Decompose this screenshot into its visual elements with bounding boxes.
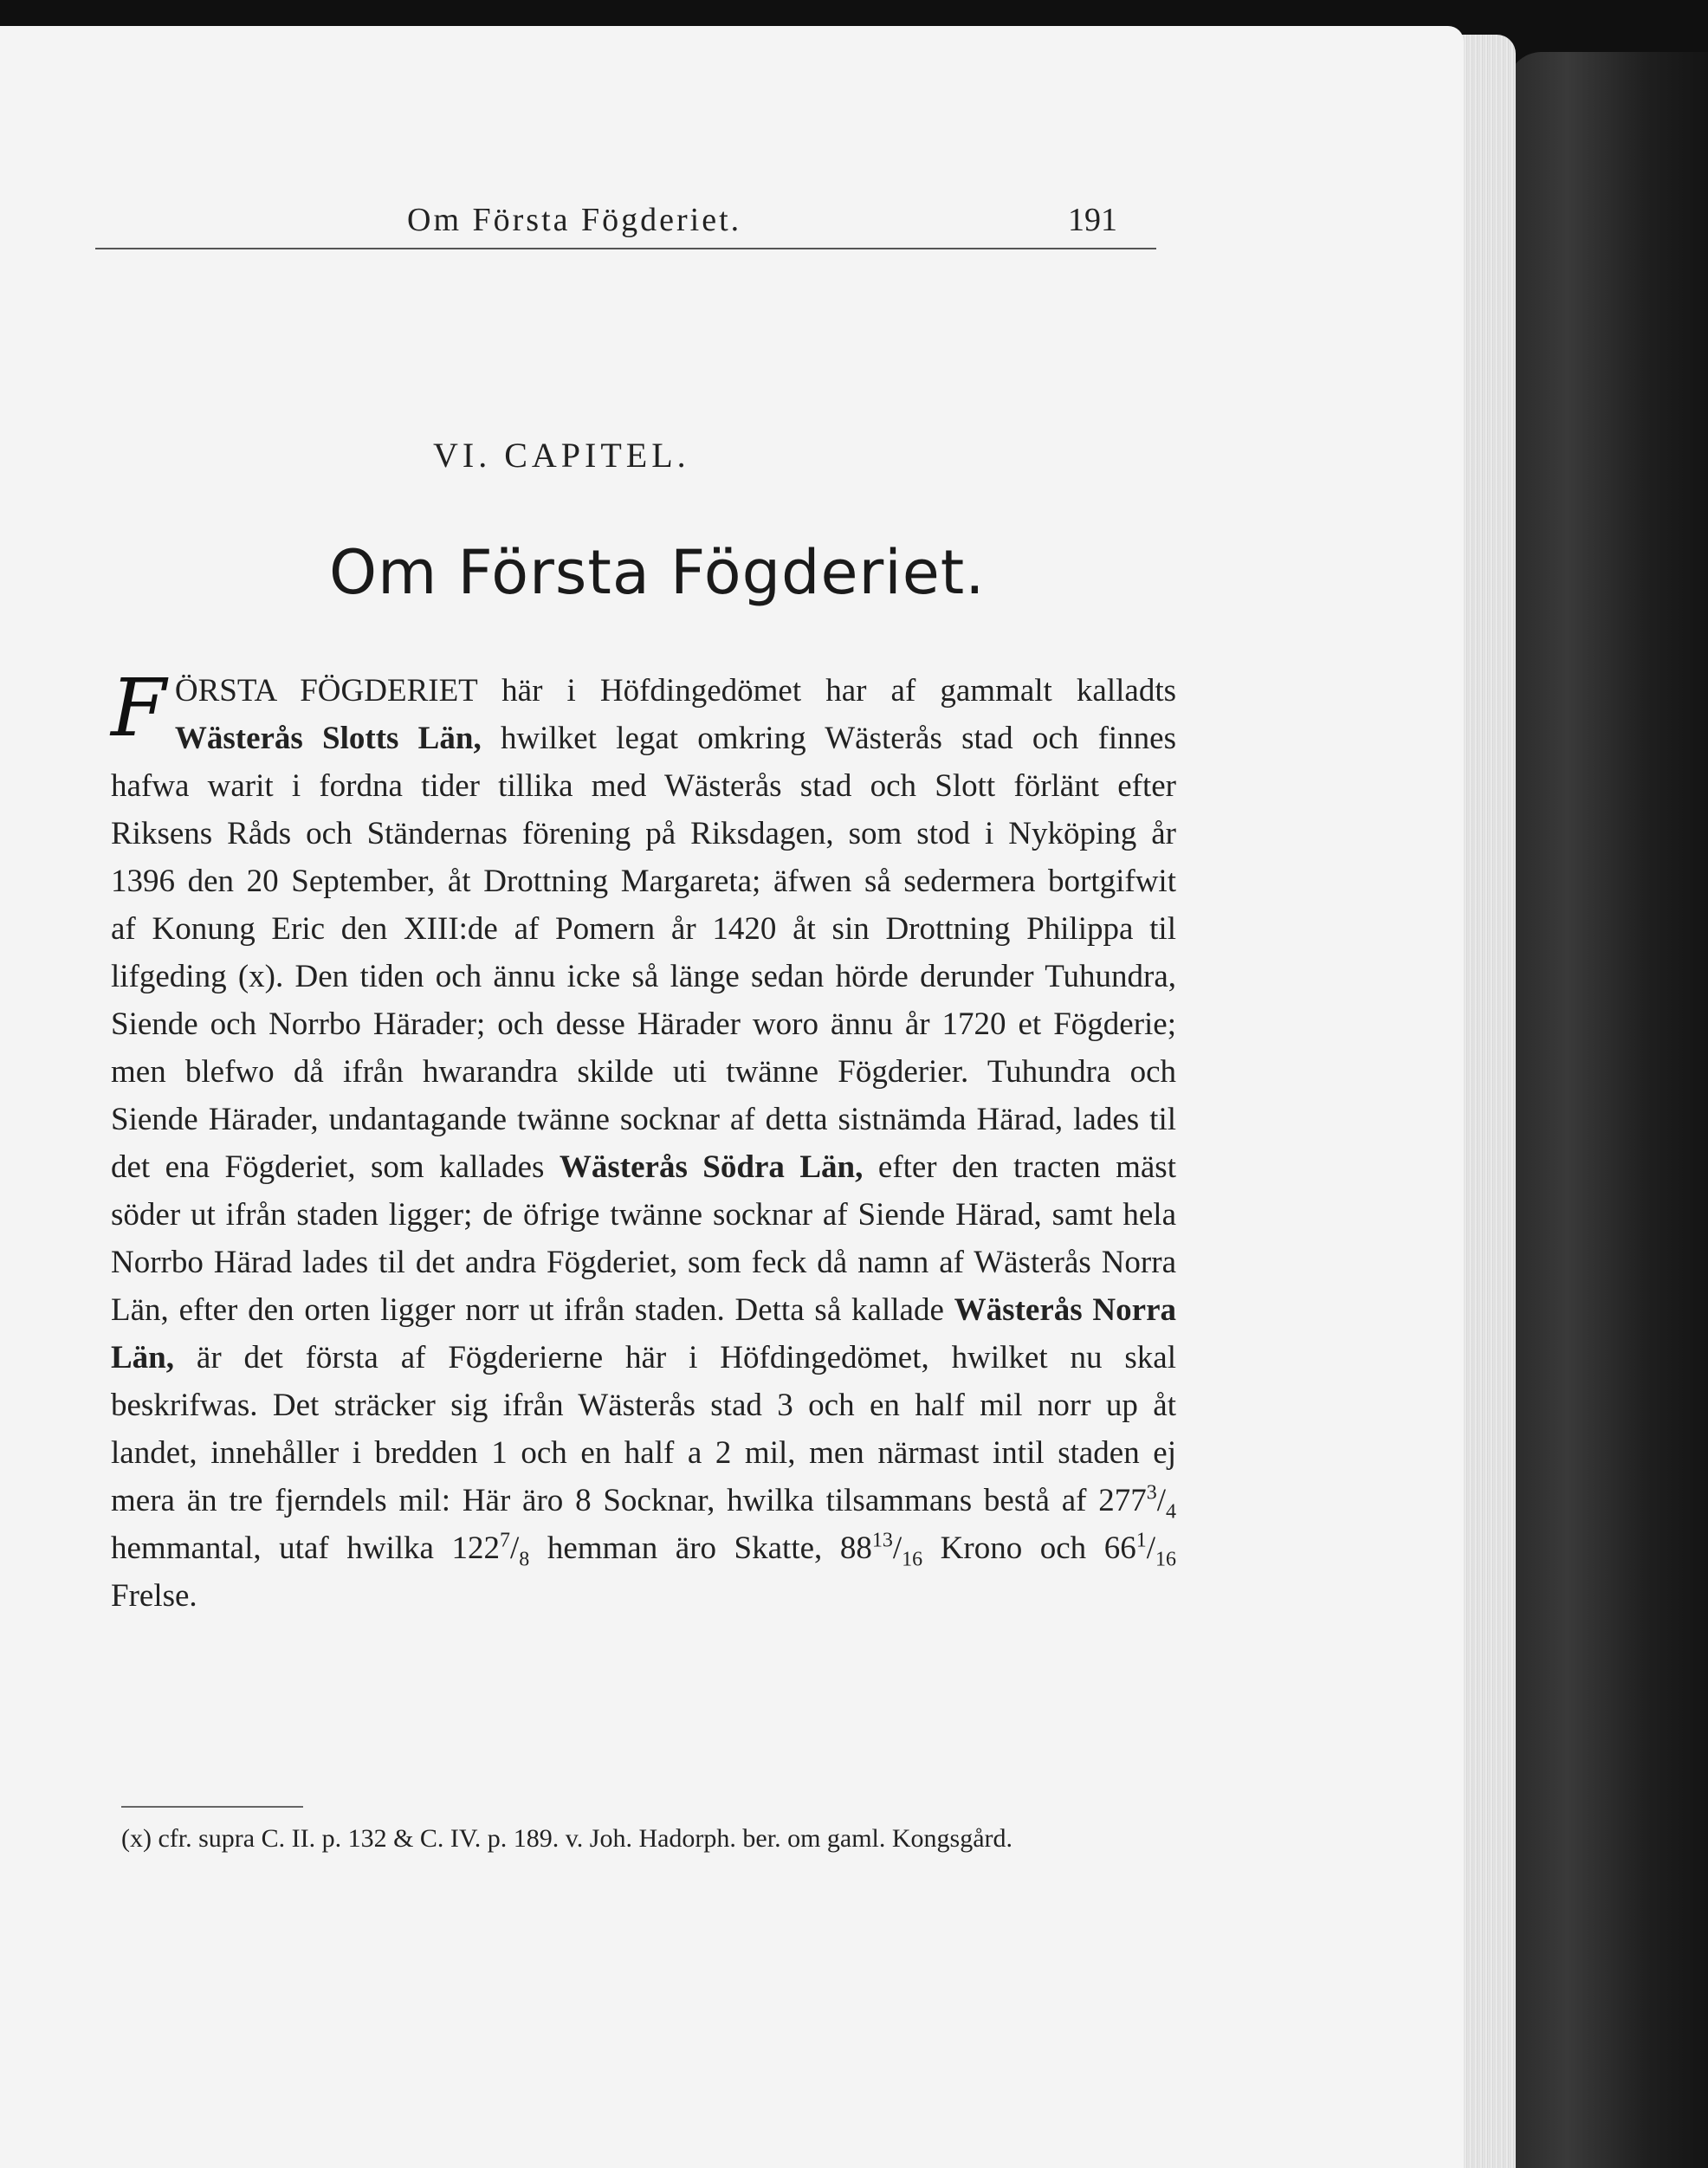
body-segment: är det första af Fögderierne här i Höfdingedömet, hwilket nu skal beskrifwas. Det sträcker sig ifrån Wästerås stad 3 och en half mil norr up åt landet, innehåller i bredden 1 och en half a 2 mil, men närmast intil staden ej mera än tre fjerndels mil: Här äro 8 Socknar, hwilka tilsammans bestå af 277 <box>111 1340 1176 1518</box>
book-cover <box>1507 52 1708 2168</box>
fraction-numerator: 3 <box>1146 1481 1157 1505</box>
bold-place-name: Wästerås Norra Län, <box>111 1292 1176 1375</box>
body-segment: efter den tracten mäst söder ut ifrån staden ligger; de öfrige twänne socknar af Siende Härad, samt hela Norrbo Härad lades til det andra Fögderiet, som feck då namn af Wästerås Norra Län, efter den orten ligger norr ut ifrån staden. Detta så kallade <box>111 1149 1176 1328</box>
body-text: FÖRSTA FÖGDERIET här i Höfdingedömet har af gammalt kalladts Wästerås Slotts Län, hwilket legat omkring Wästerås stad och finnes hafwa warit i fordna tider tillika med Wästerås stad och Slott förlänt efter Riksens Råds och Ständernas förening på Riksdagen, som stod i Nyköping år 1396 den 20 September, åt Drottning Margareta; äfwen så sedermera bortgifwit af Konung Eric den XIII:de af Pomern år 1420 åt sin Drottning Philippa til lifgeding (x). Den tiden och ännu icke så länge sedan hörde derunder Tuhundra, Siende och Norrbo Härader; och desse Härader woro ännu år 1720 et Fögderie; men blefwo då ifrån hwarandra skilde uti twänne Fögderier. Tuhundra och Siende Härader, undantagande twänne socknar af detta sistnämda Härad, lades til det ena Fögderiet, som kallades Wästerås Södra Län, efter den tracten mäst söder ut ifrån staden ligger; de öfrige twänne socknar af Siende Härad, samt hela Norrbo Härad lades til det andra Fögderiet, som feck då namn af Wästerås Norra Län, efter den orten ligger norr ut ifrån staden. Detta så kallade Wästerås Norra Län, är det första af Fögderierne här i Höfdingedömet, hwilket nu skal beskrifwas. Det sträcker sig ifrån Wästerås stad 3 och en half mil norr up åt landet, innehåller i bredden 1 och en half a 2 mil, men närmast intil staden ej mera än tre fjerndels mil: Här äro 8 Socknar, hwilka tilsammans bestå af $277^3/_4$ hemmantal, utaf hwilka $122^7/_8$ hemman äro Skatte, $88^{13}/_{16}$ Krono och $66^1/_{16}$ Frelse. <box>111 662 1177 1614</box>
chapter-title: Om Första Fögderiet. <box>329 537 986 608</box>
page-header <box>95 201 1156 253</box>
fraction-denominator: 4 <box>1166 1500 1176 1524</box>
fraction-numerator: 13 <box>871 1529 893 1552</box>
page-number: 191 <box>1068 202 1117 238</box>
body-segment: hwilket legat omkring Wästerås stad och finnes hafwa warit i fordna tider tillika med Wästerås stad och Slott förlänt efter Riksens Råds och Ständernas förening på Riksdagen, som stod i Nyköping år 1396 den 20 September, åt Drottning Margareta; äfwen så sedermera bortgifwit af Konung Eric den XIII:de af Pomern år 1420 åt sin Drottning Philippa til lifgeding (x). Den tiden och ännu icke så länge sedan hörde derunder Tuhundra, Siende och Norrbo Härader; och desse Härader woro ännu år 1720 et Fögderie; men blefwo då ifrån hwarandra skilde uti twänne Fögderier. Tuhundra och Siende Härader, undantagande twänne socknar af detta sistnämda Härad, lades til det ena Fögderiet, som kallades <box>111 721 1177 1185</box>
body-segment: Krono och 66 <box>922 1531 1136 1566</box>
footnote: (x) cfr. supra C. II. p. 132 & C. IV. p. 189. v. Joh. Hadorph. ber. om gaml. Kongsgård. <box>121 1824 1013 1853</box>
body-segment: Frelse. <box>111 1578 197 1614</box>
footnote-rule <box>121 1806 303 1808</box>
body-segment: hemman äro Skatte, 88 <box>529 1531 872 1566</box>
bold-place-name: Wästerås Slotts Län, <box>174 721 482 756</box>
chapter-heading: VI. CAPITEL. <box>433 436 690 475</box>
running-title: Om Första Fögderiet. <box>407 202 742 238</box>
body-segment: hemmantal, utaf hwilka 122 <box>111 1531 500 1566</box>
drop-cap: F <box>111 662 166 754</box>
header-rule <box>95 248 1156 249</box>
fraction-numerator: 7 <box>500 1529 510 1552</box>
fraction-denominator: 16 <box>902 1548 923 1571</box>
bold-place-name: Wästerås Södra Län, <box>559 1149 864 1185</box>
fraction-numerator: 1 <box>1135 1529 1147 1552</box>
fraction-denominator: 16 <box>1155 1548 1176 1571</box>
body-segment: ÖRSTA FÖGDERIET här i Höfdingedömet har af gammalt kalladts <box>174 673 1176 709</box>
fraction-denominator: 8 <box>519 1548 530 1571</box>
